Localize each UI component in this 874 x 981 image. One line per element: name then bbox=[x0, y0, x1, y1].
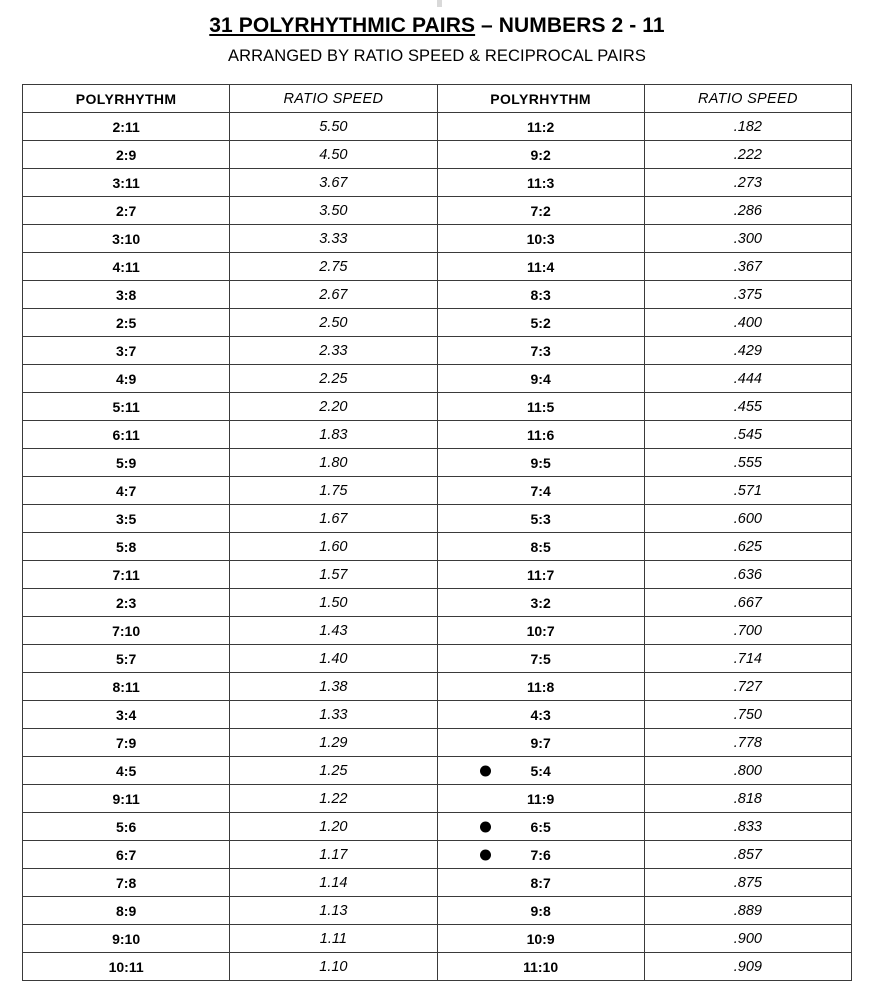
polyrhythm-cell-right: 5:2 bbox=[437, 309, 644, 337]
polyrhythm-cell-right: 11:3 bbox=[437, 169, 644, 197]
ratio-speed-cell-left: 2.67 bbox=[230, 281, 437, 309]
ratio-speed-cell-left: 2.50 bbox=[230, 309, 437, 337]
ratio-speed-cell-right: .857 bbox=[644, 841, 851, 869]
ratio-speed-cell-right: .818 bbox=[644, 785, 851, 813]
ratio-speed-cell-right: .833 bbox=[644, 813, 851, 841]
polyrhythm-cell-right: 10:9 bbox=[437, 925, 644, 953]
polyrhythm-cell-right: 10:3 bbox=[437, 225, 644, 253]
ratio-speed-cell-left: 1.60 bbox=[230, 533, 437, 561]
ratio-speed-cell-left: 2.20 bbox=[230, 393, 437, 421]
polyrhythm-cell-right: 8:5 bbox=[437, 533, 644, 561]
polyrhythm-cell-right: 9:7 bbox=[437, 729, 644, 757]
polyrhythm-cell-left: 7:10 bbox=[23, 617, 230, 645]
polyrhythm-cell-left: 3:11 bbox=[23, 169, 230, 197]
polyrhythm-cell-left: 5:8 bbox=[23, 533, 230, 561]
ratio-speed-cell-left: 3.67 bbox=[230, 169, 437, 197]
polyrhythm-cell-right: 10:7 bbox=[437, 617, 644, 645]
polyrhythm-cell-left: 8:11 bbox=[23, 673, 230, 701]
ratio-speed-cell-right: .800 bbox=[644, 757, 851, 785]
page-subtitle: ARRANGED BY RATIO SPEED & RECIPROCAL PAIRS bbox=[227, 47, 647, 66]
table-row bbox=[23, 169, 852, 197]
table-wrapper bbox=[22, 84, 852, 981]
polyrhythm-cell-right: 5:3 bbox=[437, 505, 644, 533]
column-header-ratio-speed-left: RATIO SPEED bbox=[230, 85, 437, 113]
page-top-marker bbox=[437, 0, 442, 7]
polyrhythm-cell-right: 8:7 bbox=[437, 869, 644, 897]
ratio-speed-cell-left: 2.75 bbox=[230, 253, 437, 281]
table-row bbox=[23, 113, 852, 141]
ratio-speed-cell-left: 2.25 bbox=[230, 365, 437, 393]
table-row bbox=[23, 533, 852, 561]
ratio-speed-cell-left: 4.50 bbox=[230, 141, 437, 169]
polyrhythm-cell-left: 3:7 bbox=[23, 337, 230, 365]
ratio-speed-cell-right: .700 bbox=[644, 617, 851, 645]
polyrhythm-cell-left: 3:8 bbox=[23, 281, 230, 309]
polyrhythm-cell-left: 4:11 bbox=[23, 253, 230, 281]
column-header-ratio-speed-right: RATIO SPEED bbox=[644, 85, 851, 113]
ratio-speed-cell-left: 1.13 bbox=[230, 897, 437, 925]
table-body bbox=[23, 113, 852, 981]
table-header bbox=[23, 85, 852, 113]
ratio-speed-cell-right: .273 bbox=[644, 169, 851, 197]
polyrhythm-cell-right: 11:6 bbox=[437, 421, 644, 449]
polyrhythm-cell-left: 5:6 bbox=[23, 813, 230, 841]
table-row bbox=[23, 729, 852, 757]
polyrhythm-cell-right: 7:4 bbox=[437, 477, 644, 505]
table-row bbox=[23, 561, 852, 589]
table-header-row bbox=[23, 85, 852, 113]
ratio-speed-cell-right: .900 bbox=[644, 925, 851, 953]
polyrhythm-cell-right: 8:3 bbox=[437, 281, 644, 309]
polyrhythm-cell-left: 8:9 bbox=[23, 897, 230, 925]
ratio-speed-cell-right: .667 bbox=[644, 589, 851, 617]
polyrhythm-cell-left: 6:7 bbox=[23, 841, 230, 869]
table-row bbox=[23, 785, 852, 813]
polyrhythm-cell-right: 11:4 bbox=[437, 253, 644, 281]
ratio-speed-cell-left: 1.50 bbox=[230, 589, 437, 617]
ratio-speed-cell-left: 1.57 bbox=[230, 561, 437, 589]
ratio-speed-cell-right: .455 bbox=[644, 393, 851, 421]
polyrhythm-cell-left: 3:10 bbox=[23, 225, 230, 253]
ratio-speed-cell-right: .444 bbox=[644, 365, 851, 393]
ratio-speed-cell-right: .286 bbox=[644, 197, 851, 225]
ratio-speed-cell-left: 1.43 bbox=[230, 617, 437, 645]
polyrhythm-cell-left: 7:11 bbox=[23, 561, 230, 589]
polyrhythm-cell-left: 2:5 bbox=[23, 309, 230, 337]
polyrhythm-cell-left: 10:11 bbox=[23, 953, 230, 981]
ratio-speed-cell-right: .600 bbox=[644, 505, 851, 533]
polyrhythm-cell-right: 7:5 bbox=[437, 645, 644, 673]
polyrhythm-cell-right: 4:3 bbox=[437, 701, 644, 729]
table-row bbox=[23, 897, 852, 925]
ratio-speed-cell-right: .555 bbox=[644, 449, 851, 477]
ratio-speed-cell-right: .875 bbox=[644, 869, 851, 897]
ratio-speed-cell-right: .909 bbox=[644, 953, 851, 981]
ratio-speed-cell-right: .636 bbox=[644, 561, 851, 589]
polyrhythm-cell-right: 11:7 bbox=[437, 561, 644, 589]
polyrhythm-cell-right: 11:10 bbox=[437, 953, 644, 981]
polyrhythm-cell-right bbox=[437, 757, 644, 785]
polyrhythm-cell-right: 11:9 bbox=[437, 785, 644, 813]
polyrhythm-cell-left: 5:7 bbox=[23, 645, 230, 673]
polyrhythm-cell-left: 2:9 bbox=[23, 141, 230, 169]
polyrhythm-cell-left: 4:9 bbox=[23, 365, 230, 393]
page-title-underlined: 31 POLYRHYTHMIC PAIRS bbox=[209, 14, 476, 37]
polyrhythm-cell-left: 7:9 bbox=[23, 729, 230, 757]
ratio-speed-cell-left: 1.10 bbox=[230, 953, 437, 981]
table-row bbox=[23, 449, 852, 477]
table-row bbox=[23, 953, 852, 981]
table-row bbox=[23, 757, 852, 785]
table-row bbox=[23, 477, 852, 505]
ratio-speed-cell-left: 1.17 bbox=[230, 841, 437, 869]
ratio-speed-cell-left: 1.38 bbox=[230, 673, 437, 701]
table-row bbox=[23, 393, 852, 421]
ratio-speed-cell-left: 1.83 bbox=[230, 421, 437, 449]
ratio-speed-cell-right: .714 bbox=[644, 645, 851, 673]
polyrhythm-cell-left: 5:11 bbox=[23, 393, 230, 421]
polyrhythm-cell-left: 5:9 bbox=[23, 449, 230, 477]
polyrhythm-cell-left: 4:5 bbox=[23, 757, 230, 785]
ratio-speed-cell-left: 5.50 bbox=[230, 113, 437, 141]
table-row bbox=[23, 841, 852, 869]
table-row bbox=[23, 645, 852, 673]
ratio-speed-cell-right: .778 bbox=[644, 729, 851, 757]
table-row bbox=[23, 253, 852, 281]
table-row bbox=[23, 225, 852, 253]
ratio-speed-cell-left: 1.33 bbox=[230, 701, 437, 729]
polyrhythm-cell-right: 7:2 bbox=[437, 197, 644, 225]
ratio-speed-cell-right: .400 bbox=[644, 309, 851, 337]
polyrhythm-cell-right: 9:2 bbox=[437, 141, 644, 169]
table-row bbox=[23, 337, 852, 365]
table-row bbox=[23, 281, 852, 309]
ratio-speed-cell-left: 1.67 bbox=[230, 505, 437, 533]
ratio-speed-cell-right: .375 bbox=[644, 281, 851, 309]
ratio-speed-cell-left: 1.14 bbox=[230, 869, 437, 897]
polyrhythm-cell-right: 9:5 bbox=[437, 449, 644, 477]
ratio-speed-cell-left: 3.50 bbox=[230, 197, 437, 225]
ratio-speed-cell-right: .889 bbox=[644, 897, 851, 925]
title-block bbox=[0, 0, 874, 66]
polyrhythm-cell-right: 11:5 bbox=[437, 393, 644, 421]
table-row bbox=[23, 869, 852, 897]
polyrhythm-cell-left: 2:7 bbox=[23, 197, 230, 225]
column-header-polyrhythm-right: POLYRHYTHM bbox=[437, 85, 644, 113]
table-row bbox=[23, 813, 852, 841]
polyrhythm-cell-left: 3:4 bbox=[23, 701, 230, 729]
bullet-marker-icon bbox=[480, 821, 491, 832]
polyrhythm-cell-left: 2:3 bbox=[23, 589, 230, 617]
ratio-speed-cell-left: 1.40 bbox=[230, 645, 437, 673]
table-row bbox=[23, 309, 852, 337]
table-row bbox=[23, 925, 852, 953]
ratio-speed-cell-left: 1.75 bbox=[230, 477, 437, 505]
page-title bbox=[0, 14, 874, 38]
ratio-speed-cell-right: .300 bbox=[644, 225, 851, 253]
ratio-speed-cell-right: .750 bbox=[644, 701, 851, 729]
polyrhythm-table bbox=[22, 84, 852, 981]
polyrhythm-cell-right: 11:2 bbox=[437, 113, 644, 141]
table-row bbox=[23, 617, 852, 645]
polyrhythm-cell-right: 7:3 bbox=[437, 337, 644, 365]
polyrhythm-cell-right: 3:2 bbox=[437, 589, 644, 617]
polyrhythm-cell-right bbox=[437, 813, 644, 841]
polyrhythm-cell-right-label: 6:5 bbox=[530, 818, 551, 835]
ratio-speed-cell-right: .222 bbox=[644, 141, 851, 169]
polyrhythm-cell-left: 9:11 bbox=[23, 785, 230, 813]
bullet-marker-icon bbox=[480, 765, 491, 776]
table-row bbox=[23, 701, 852, 729]
ratio-speed-cell-right: .571 bbox=[644, 477, 851, 505]
polyrhythm-cell-right: 11:8 bbox=[437, 673, 644, 701]
ratio-speed-cell-left: 1.20 bbox=[230, 813, 437, 841]
ratio-speed-cell-right: .429 bbox=[644, 337, 851, 365]
ratio-speed-cell-right: .182 bbox=[644, 113, 851, 141]
ratio-speed-cell-left: 1.29 bbox=[230, 729, 437, 757]
ratio-speed-cell-left: 2.33 bbox=[230, 337, 437, 365]
ratio-speed-cell-left: 3.33 bbox=[230, 225, 437, 253]
ratio-speed-cell-left: 1.25 bbox=[230, 757, 437, 785]
polyrhythm-cell-left: 4:7 bbox=[23, 477, 230, 505]
ratio-speed-cell-right: .625 bbox=[644, 533, 851, 561]
polyrhythm-cell-right: 9:8 bbox=[437, 897, 644, 925]
polyrhythm-cell-left: 9:10 bbox=[23, 925, 230, 953]
page-title-rest: – NUMBERS 2 - 11 bbox=[475, 14, 665, 37]
polyrhythm-cell-left: 2:11 bbox=[23, 113, 230, 141]
ratio-speed-cell-left: 1.80 bbox=[230, 449, 437, 477]
column-header-polyrhythm-left: POLYRHYTHM bbox=[23, 85, 230, 113]
polyrhythm-cell-right bbox=[437, 841, 644, 869]
ratio-speed-cell-right: .545 bbox=[644, 421, 851, 449]
polyrhythm-cell-left: 6:11 bbox=[23, 421, 230, 449]
table-row bbox=[23, 505, 852, 533]
table-row bbox=[23, 589, 852, 617]
ratio-speed-cell-right: .367 bbox=[644, 253, 851, 281]
ratio-speed-cell-left: 1.11 bbox=[230, 925, 437, 953]
table-row bbox=[23, 197, 852, 225]
table-row bbox=[23, 141, 852, 169]
ratio-speed-cell-left: 1.22 bbox=[230, 785, 437, 813]
table-row bbox=[23, 421, 852, 449]
polyrhythm-cell-left: 7:8 bbox=[23, 869, 230, 897]
polyrhythm-cell-right-label: 7:6 bbox=[530, 846, 551, 863]
bullet-marker-icon bbox=[480, 849, 491, 860]
polyrhythm-cell-right-label: 5:4 bbox=[530, 762, 551, 779]
polyrhythm-cell-right: 9:4 bbox=[437, 365, 644, 393]
polyrhythm-cell-left: 3:5 bbox=[23, 505, 230, 533]
table-row bbox=[23, 673, 852, 701]
ratio-speed-cell-right: .727 bbox=[644, 673, 851, 701]
table-row bbox=[23, 365, 852, 393]
